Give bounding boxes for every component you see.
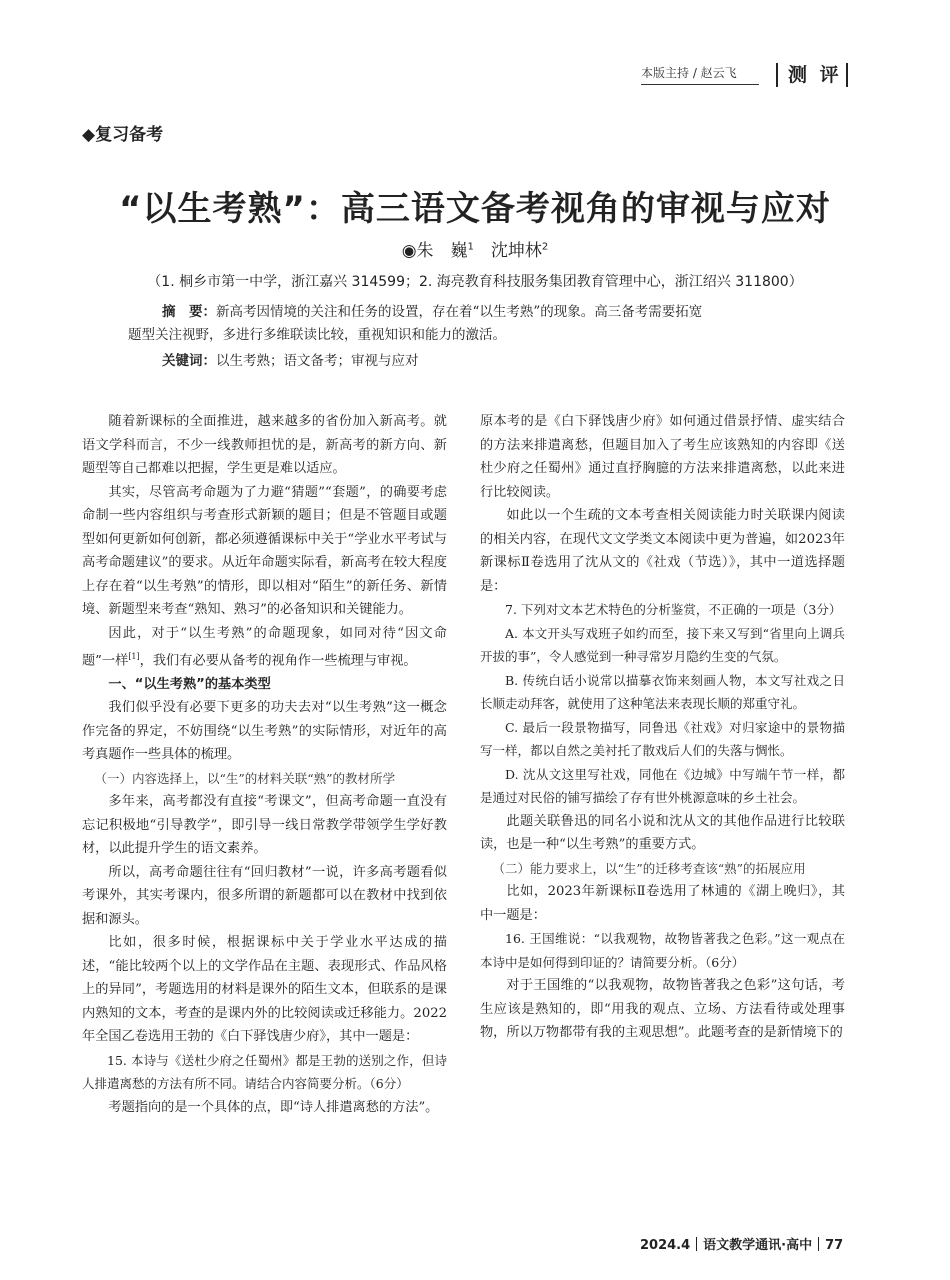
section-heading: 一、“以生考熟”的基本类型 <box>108 676 271 692</box>
paragraph: 如此以一个生疏的文本考查相关阅读能力时关联课内阅读的相关内容，在现代文文学类文本阅读中更为普遍，如2023年新课标Ⅱ卷选用了沈从文的《社戏（节选）》，其中一道选择题是： <box>480 508 845 594</box>
exam-option-b: B. 传统白话小说常以描摹衣饰来刻画人物，本文写社戏之日长顺走动拜客，就使用了这种笔法来表现长顺的郑重守礼。 <box>480 672 845 711</box>
affiliation: （1. 桐乡市第一中学，浙江嘉兴 314599；2. 海亮教育科技服务集团教育管理中心，浙江绍兴 311800） <box>147 274 803 290</box>
exam-option-c: C. 最后一段景物描写，同鲁迅《社戏》对归家途中的景物描写一样，都以自然之美衬托了散戏后人们的失落与惆怅。 <box>480 719 845 758</box>
exam-option-a: A. 本文开头写戏班子如约而至，接下来又写到“省里向上调兵开拔的事”，令人感觉到一种寻常岁月隐约生变的气氛。 <box>480 625 845 664</box>
author-1: ◉朱 巍 <box>401 241 468 261</box>
paragraph <box>82 622 447 673</box>
page-editor: 本版主持 / 赵云飞 <box>641 64 759 85</box>
paragraph: 比如，2023年新课标Ⅱ卷选用了林逋的《湖上晚归》，其中一题是： <box>480 884 845 923</box>
paragraph-text: 因此，对于“以生考熟”的命题现象，如同对待“因文命题”一样 <box>82 625 447 669</box>
paragraph: 此题关联鲁迅的同名小说和沈从文的其他作品进行比较联读，也是一种“以生考熟”的重要方式。 <box>480 813 845 852</box>
abstract-line-2: 题型关注视野，多进行多维联读比较，重视知识和能力的激活。 <box>128 327 506 343</box>
issue-date: 2024.4 <box>640 1238 691 1253</box>
keywords-label: 关键词： <box>162 353 216 369</box>
exam-question: 7. 下列对文本艺术特色的分析鉴赏，不正确的一项是（3分） <box>505 602 842 617</box>
keywords <box>162 349 419 369</box>
subsection-heading: （一）内容选择上，以“生”的材料关联“熟”的教材所学 <box>94 770 396 786</box>
paragraph: 我们似乎没有必要下更多的功夫去对“以生考熟”这一概念作完备的界定，不妨围绕“以生考熟”的实际情形，对近年的高考真题作一些具体的梳理。 <box>82 700 447 763</box>
paragraph: 比如，很多时候，根据课标中关于学业水平达成的描述，“能比较两个以上的文学作品在主题、表现形式、作品风格上的异同”，考题选用的材料是课外的陌生文本，但联系的是课内熟知的文本，考查的是课内外的比较阅读或迁移能力。2022年全国乙卷选用王勃的《白下驿饯唐少府》，其中一题是： <box>82 935 447 1045</box>
section-tag: ◆复习备考 <box>82 125 164 145</box>
author-2-affil: 2 <box>541 241 549 253</box>
paragraph: 所以，高考命题往往有“回归教材”一说，许多高考题看似考课外，其实考课内，很多所谓的新题都可以在教材中找到依据和源头。 <box>82 864 447 927</box>
authors <box>0 236 950 261</box>
abstract-label: 摘 要： <box>162 304 216 320</box>
page-footer <box>640 1234 843 1253</box>
right-column <box>480 410 845 1045</box>
paragraph: 多年来，高考都没有直接“考课文”，但高考命题一直没有忘记积极地“引导教学”，即引导一线日常教学带领学生学好教材，以此提升学生的语文素养。 <box>82 794 447 857</box>
abstract-line-1: 新高考因情境的关注和任务的设置，存在着“以生考熟”的现象。高三备考需要拓宽 <box>216 304 703 320</box>
subsection-heading: （二）能力要求上，以“生”的迁移考查该“熟”的拓展应用 <box>492 860 806 876</box>
paragraph: 对于王国维的“以我观物，故物皆著我之色彩”这句话，考生应该是熟知的，即“用我的观点、立场、方法看待或处理事物，所以万物都带有我的主观思想”。此题考查的是新情境下的 <box>480 978 845 1040</box>
footer-divider <box>818 1237 819 1251</box>
abstract <box>128 301 818 347</box>
keywords-text: 以生考熟；语文备考；审视与应对 <box>216 353 419 369</box>
paragraph: 考题指向的是一个具体的点，即“诗人排遣离愁的方法”。 <box>108 1099 439 1115</box>
exam-question: 15. 本诗与《送杜少府之任蜀州》都是王勃的送别之作，但诗人排遣离愁的方法有所不同。请结合内容简要分析。（6分） <box>82 1052 447 1092</box>
page-number: 77 <box>825 1238 844 1253</box>
author-2: 沈坤林 <box>490 241 542 261</box>
column-name: 测 评 <box>776 63 848 87</box>
paragraph: 随着新课标的全面推进，越来越多的省份加入新高考。就语文学科而言，不少一线教师担忧的是，新高考的新方向、新题型等自己都难以把握，学生更是难以适应。 <box>82 414 447 476</box>
left-column <box>82 410 447 1119</box>
paragraph: 其实，尽管高考命题为了力避“猜题”“套题”，的确要考虑命制一些内容组织与考查形式新颖的题目；但是不管题目或题型如何更新如何创新，都必须遵循课标中关于“学业水平考试与高考命题建议”的要求。从近年命题实际看，新高考在较大程度上存在着“以生考熟”的情形，即以相对“陌生”的新任务、新情境、新题型来考查“熟知、熟习”的必备知识和关键能力。 <box>82 484 447 617</box>
exam-question: 16. 王国维说：“以我观物，故物皆著我之色彩。”这一观点在本诗中是如何得到印证的？请简要分析。（6分） <box>480 931 845 970</box>
journal-name: 语文教学通讯·高中 <box>703 1238 813 1253</box>
footer-divider <box>696 1237 697 1251</box>
paragraph-text: ，我们有必要从备考的视角作一些梳理与审视。 <box>139 653 417 669</box>
article-title: “以生考熟”：高三语文备考视角的审视与应对 <box>119 189 831 229</box>
exam-option-d: D. 沈从文这里写社戏，同他在《边城》中写端午节一样，都是通过对民俗的铺写描绘了存有世外桃源意味的乡土社会。 <box>480 766 845 805</box>
citation-ref: [1] <box>128 652 140 661</box>
paragraph: 原本考的是《白下驿饯唐少府》如何通过借景抒情、虚实结合的方法来排遣离愁，但题目加入了考生应该熟知的内容即《送杜少府之任蜀州》通过直抒胸臆的方法来排遣离愁，以此来进行比较阅读。 <box>480 414 845 500</box>
author-1-affil: 1 <box>467 241 474 253</box>
